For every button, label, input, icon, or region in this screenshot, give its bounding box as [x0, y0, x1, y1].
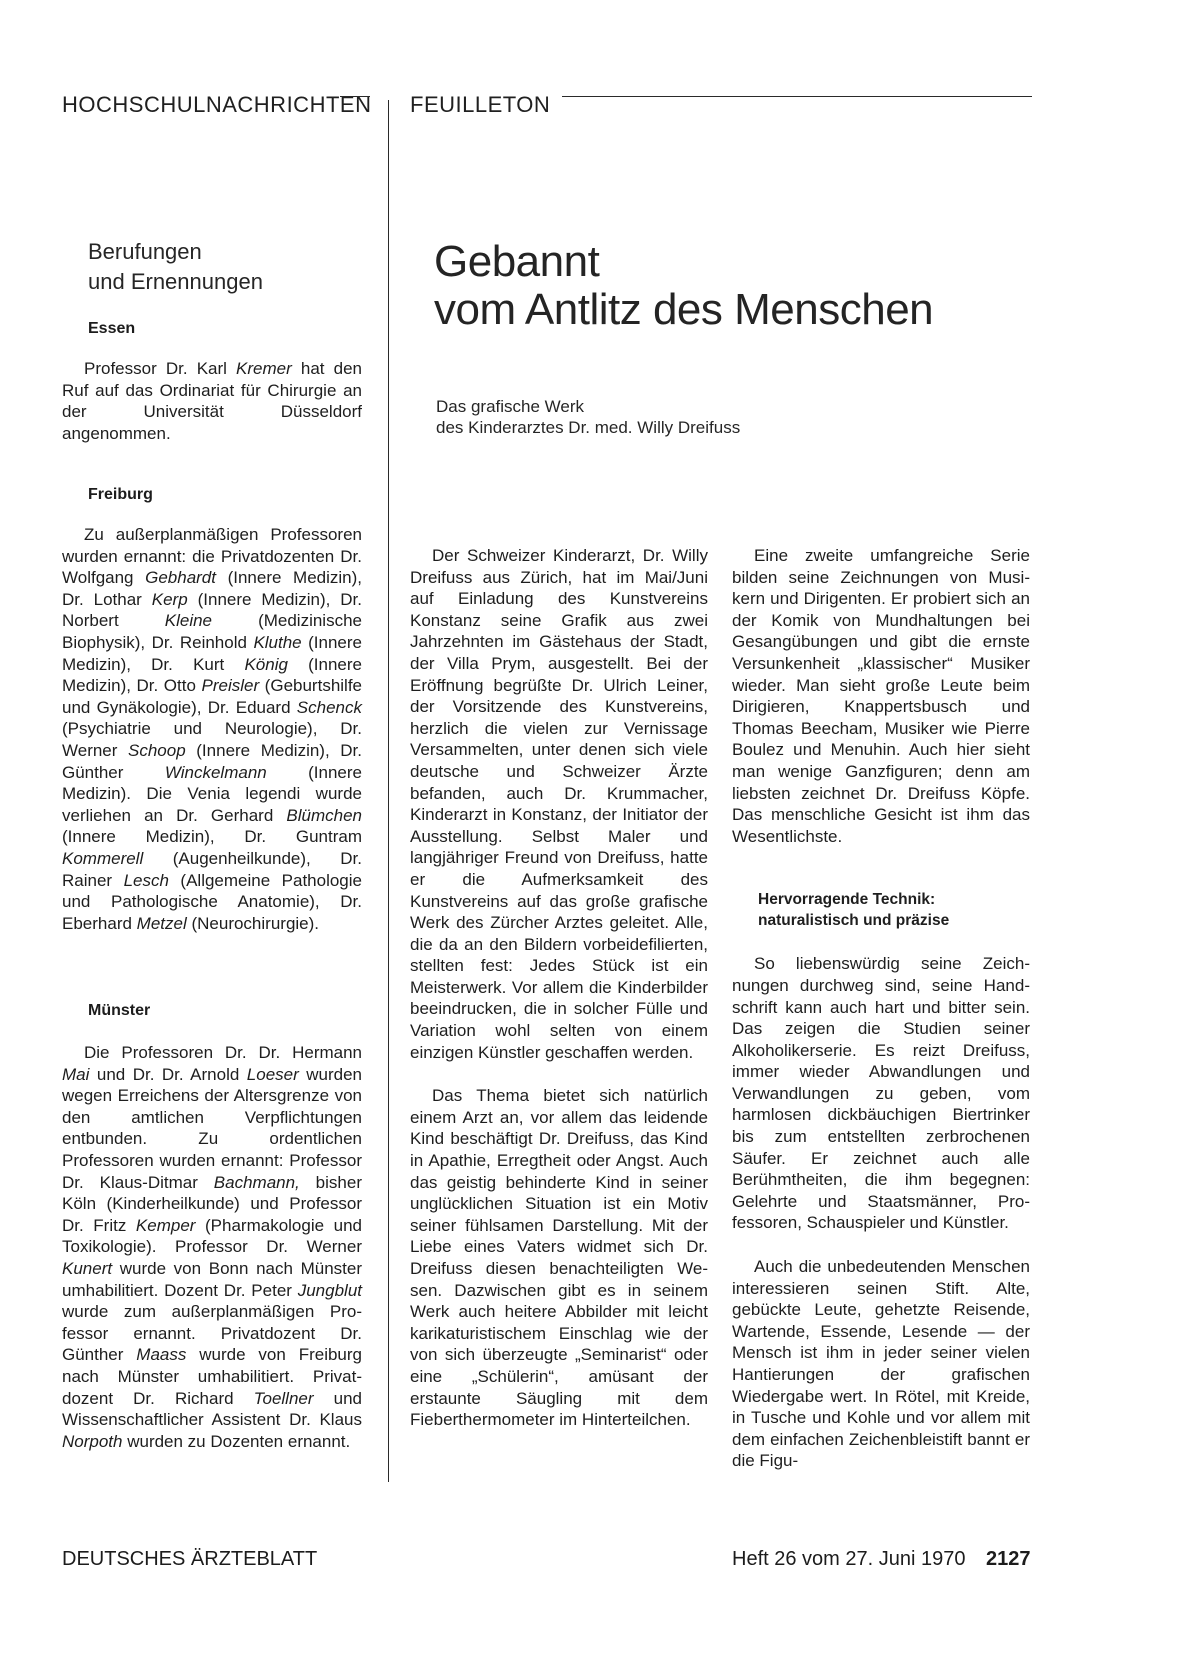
italic-name: Norpoth [62, 1431, 123, 1451]
article-title-line1: Berufungen [88, 239, 202, 264]
column-divider [388, 100, 389, 1482]
footer-journal-name: DEUTSCHES ÄRZTEBLATT [62, 1548, 318, 1570]
feuilleton-subtitle-line1: Das grafische Werk [436, 397, 585, 416]
italic-name: Maass [136, 1345, 187, 1365]
col3-subheading [758, 889, 1030, 931]
feuilleton-title-line2: vom Antlitz des Menschen [434, 285, 934, 334]
article-title-line2: und Ernennungen [88, 269, 263, 294]
footer-issue: Heft 26 vom 27. Juni 1970 [732, 1548, 966, 1570]
italic-name: Schoop [128, 740, 186, 760]
italic-name: König [244, 654, 288, 674]
italic-name: Gebhardt [145, 568, 216, 588]
header-rule-left [340, 96, 370, 97]
italic-name: Kerp [151, 589, 188, 609]
feuilleton-title-line1: Gebannt [434, 237, 600, 286]
col3-paragraph-1: Eine zweite umfangreiche Serie bilden seine Zeichnungen von Musikern und Dirigenten. Er probiert sich an der Komik von Mundhaltungen bei Gesangübungen und gibt die ernste Versunkenheit „klassischer“ Musiker wieder. Man sieht große Leute beim Dirigieren, Knappertsbusch und Thomas Beecham, Musiker wie Pierre Boulez und Menuhin. Auch hier sieht man wenige Ganzfiguren; denn am liebsten zeichnet Dr. Dreifuss Köpfe. Das menschliche Gesicht ist ihm das Wesentlichste. [732, 546, 1030, 846]
section-label-hochschulnachrichten: HOCHSCHULNACHRICHTEN [62, 92, 372, 117]
col2-paragraph-2: Das Thema bietet sich natürlich einem Arzt an, vor allem das leidende Kind beschäftigt Dr. Dreifuss, das Kind in Apathie, Erregtheit oder Angst. Auch das geistig behinderte Kind in seiner unglücklichen Situation ist ein Motiv seiner fühlsamen Darstellung. Mit der Liebe eines Vaters widmet sich Dr. Dreifuss diesen benachteiligten Wesen. Dazwischen gibt es in seinem Werk auch heitere Abbilder mit leicht karikaturistischem Einschlag wie der von sich überzeugte „Seminarist“ oder eine „Schülerin“, amüsant der erstaunte Säugling mit dem Fieberthermometer im Hinterteilchen. [410, 1086, 708, 1430]
italic-name: Blümchen [286, 805, 362, 825]
heading-muenster: Münster [88, 1002, 151, 1019]
col3-paragraph-2: So liebenswürdig seine Zeichnungen durchweg sind, seine Handschrift kann auch hart und bitter sein. Das zeigen die Studien seiner Alkoholikerserie. Es reizt Dreifuss, immer wieder Abwandlungen und Verwandlungen zu geben, vom harmlosen dickbäuchigen Biertrinker bis zum entstellten zerbrochenen Säufer. Er zeichnet auch alle Berühmtheiten, die ihm begegnen: Gelehrte und Staatsmänner, Professoren, Schauspieler und Künstler. [732, 954, 1030, 1233]
italic-name: Mai [62, 1064, 90, 1084]
feuilleton-subtitle-line2: des Kinderarztes Dr. med. Willy Dreifuss [436, 418, 741, 437]
text-freiburg: Zu außerplanmäßigen Professoren wurden ernannt: die Privatdozenten Dr. Wolfgang Gebhardt (Innere Medizin), Dr. Lothar Kerp (Innere Medizin), Dr. Norbert Kleine (Medizinische Biophysik), Dr. Reinhold Kluthe (Innere Medizin), Dr. Kurt König (Innere Medizin), Dr. Otto Preisler (Geburtshilfe und Gynäkologie), Dr. Eduard Schenck (Psychiatrie und Neurologie), Dr. Werner Schoop (Innere Medizin), Dr. Günther Winckelmann (Innere Medizin). Die Venia legendi wurde verliehen an Dr. Gerhard Blümchen (Innere Medizin), Dr. Guntram Kommerell (Augenheilkunde), Dr. Rainer Lesch (Allgemeine Pathologie und Pathologische Anatomie), Dr. Eberhard Metzel (Neurochirurgie). [62, 525, 363, 933]
italic-name: Schenck [296, 697, 362, 717]
header-rule-right [562, 96, 1032, 97]
feuilleton-column-3 [732, 545, 1030, 1472]
col2-paragraph-1: Der Schweizer Kinderarzt, Dr. Willy Dreifuss aus Zürich, hat im Mai/Juni auf Einladung des Kunstvereins Konstanz seine Grafik aus zwei Jahrzehnten im Gästehaus der Stadt, der Villa Prym, ausgestellt. Bei der Eröffnung begrüßte Dr. Ulrich Leiner, der Vorsitzende des Kunstvereins, herzlich die vielen zur Vernissage Versammelten, unter denen sich viele deutsche und Schweizer Ärzte befanden, auch Dr. Krummacher, Kinderarzt in Konstanz, der Initiator der Ausstellung. Selbst Maler und langjähriger Freund von Dreifuss, hatte er die Aufmerksamkeit des Kunstvereins auf das große grafische Werk des Zürcher Arztes geleitet. Alle, die da an den Bildern vorbeidefilierten, stellten fest: Jedes Stück ist ein Meisterwerk. Vor allem die Kinderbilder beeindrucken, die in solcher Fülle und Variation wohl selten von einem einzigen Künstler geschaffen werden. [410, 546, 708, 1062]
italic-name: Lesch [123, 870, 169, 890]
section-label-feuilleton: FEUILLETON [410, 92, 551, 117]
italic-name: Kluthe [253, 632, 302, 652]
feuilleton-column-2 [410, 545, 708, 1431]
italic-name: Winckelmann [164, 762, 267, 782]
italic-name: Jungblut [297, 1280, 362, 1300]
italic-name: Metzel [136, 913, 187, 933]
col3-subheading-line2: naturalistisch und präzise [758, 912, 950, 930]
italic-name: Preisler [201, 676, 260, 696]
text-muenster: Die Professoren Dr. Dr. Hermann Mai und Dr. Dr. Arnold Loeser wurden wegen Erreichens der Altersgrenze von den amtlichen Verpflichtungen entbunden. Zu ordentlichen Professoren wurden ernannt: Professor Dr. Klaus-Ditmar Bachmann, bisher Köln (Kinderheilkunde) und Professor Dr. Fritz Kemper (Pharmakologie und Toxikologie). Professor Dr. Werner Kunert wurde von Bonn nach Münster umhabilitiert. Dozent Dr. Peter Jungblut wurde zum außerplanmäßigen Professor ernannt. Privatdozent Dr. Günther Maass wurde von Freiburg nach Münster umhabilitiert. Privatdozent Dr. Richard Toellner und Wissenschaftlicher Assistent Dr. Klaus Norpoth wurden zu Dozenten ernannt. [62, 1043, 363, 1451]
heading-essen: Essen [88, 320, 136, 337]
heading-freiburg: Freiburg [88, 486, 153, 503]
italic-name: Kremer [236, 359, 292, 378]
italic-name: Bachmann, [213, 1172, 300, 1192]
italic-name: Loeser [246, 1064, 299, 1084]
italic-name: Kleine [164, 611, 213, 631]
footer-page-number: 2127 [986, 1548, 1031, 1570]
text-essen: Professor Dr. Karl Kremer hat den Ruf auf das Ordinariat für Chirurgie an der Universität Düsseldorf angenommen. [62, 359, 362, 443]
col3-subheading-line1: Hervorragende Technik: [758, 891, 936, 909]
italic-name: Toellner [253, 1388, 314, 1408]
italic-name: Kommerell [62, 848, 144, 868]
col3-paragraph-3: Auch die unbedeutenden Menschen interessieren seinen Stift. Alte, gebückte Leute, gehetzte Reisende, Wartende, Essende, Lesende — der Mensch ist ihm in jeder seiner vielen Hantierungen der grafischen Wiedergabe wert. In Rötel, mit Kreide, in Tusche und Kohle und vor allem mit dem einfachen Zeichenbleistift bannt er die Figu- [732, 1257, 1030, 1471]
italic-name: Kemper [135, 1215, 196, 1235]
italic-name: Kunert [62, 1258, 113, 1278]
